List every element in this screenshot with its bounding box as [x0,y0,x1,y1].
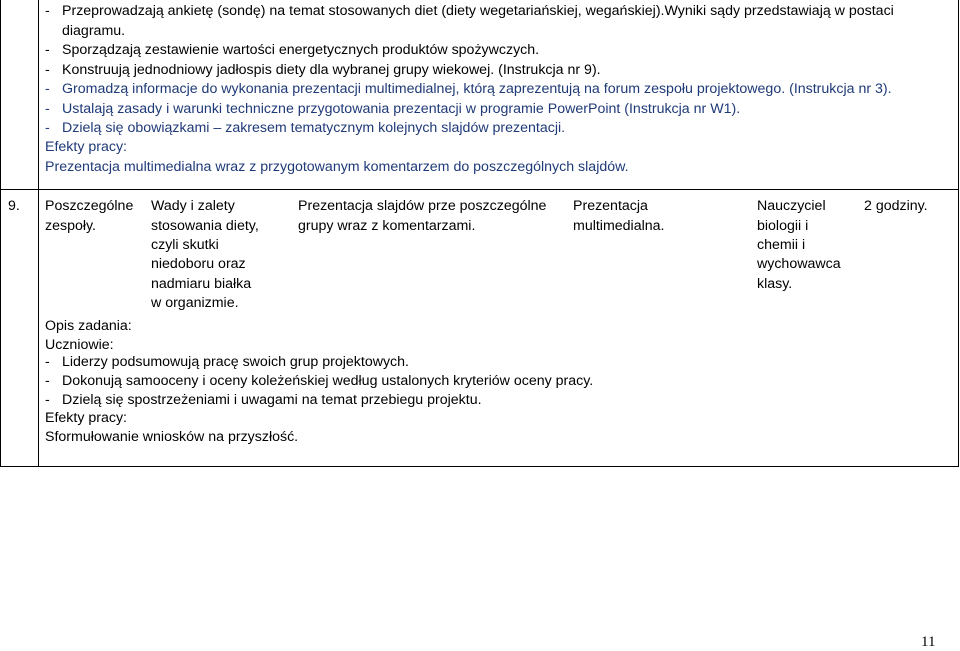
responsible-line: Nauczyciel [757,198,826,214]
list-item-text: Dzielą się obowiązkami – zakresem tematycznym kolejnych slajdów prezentacji. [62,120,566,136]
list-item [45,100,741,120]
topic-line: nadmiaru białka [151,276,252,292]
who-line: zespoły. [45,218,96,234]
dash: - [45,101,50,117]
task-line: Prezentacja slajdów prze poszczególne [298,198,547,214]
list-item-text: Konstruują jednodniowy jadłospis diety dla wybranej grupy wiekowej. (Instrukcja nr 9). [62,62,601,78]
list-item-text: Sporządzają zestawienie wartości energetycznych produktów spożywczych. [62,42,540,58]
list-item-text: Liderzy podsumowują pracę swoich grup projektowych. [62,354,409,370]
row-divider [0,189,959,190]
topic-line: niedoboru oraz [151,256,246,272]
table-right-border [958,0,959,467]
result-line: Prezentacja [573,198,648,214]
list-item-text: Dzielą się spostrzeżeniami i uwagami na temat przebiegu projektu. [62,392,482,408]
list-item [45,80,892,100]
list-item [45,353,409,373]
col-divider-number [38,0,39,467]
list-item-text: Gromadzą informacje do wykonania prezentacji multimedialnej, którą zaprezentują na forum zespołu projektowego. (Instrukcja nr 3). [62,81,892,97]
topic-line: czyli skutki [151,237,219,253]
list-item [45,61,601,81]
dash: - [45,42,50,58]
task-description-label: Opis zadania: [45,318,132,334]
effects-text: Sformułowanie wniosków na przyszłość. [45,429,299,445]
list-item-continuation: diagramu. [62,23,126,39]
dash: - [45,81,50,97]
dash: - [45,354,50,370]
topic-line: w organizmie. [151,295,239,311]
dash: - [45,392,50,408]
effects-label: Efekty pracy: [45,410,128,426]
list-item [45,372,594,392]
topic-line: stosowania diety, [151,218,259,234]
topic-line: Wady i zalety [151,198,235,214]
responsible-line: biologii i [757,218,809,234]
responsible-line: chemii i [757,237,806,253]
list-item [45,391,482,411]
result-line: multimedialna. [573,218,665,234]
list-item [45,119,566,139]
list-item-text: Dokonują samooceny i oceny koleżeńskiej według ustalonych kryteriów oceny pracy. [62,373,594,389]
effects-label: Efekty pracy: [45,139,128,155]
list-item-text: Przeprowadzają ankietę (sondę) na temat stosowanych diet (diety wegetariańskiej, wegańskiej).Wyniki sądy przedstawiają w postaci [62,3,894,19]
table-left-border [0,0,1,467]
dash: - [45,120,50,136]
table-bottom-border [0,466,959,467]
list-item-text: Ustalają zasady i warunki techniczne przygotowania prezentacji w programie PowerPoint (Instrukcja nr W1). [62,101,741,117]
task-line: grupy wraz z komentarzami. [298,218,476,234]
responsible-line: wychowawca [757,256,841,272]
who-line: Poszczególne [45,198,134,214]
row-number: 9. [8,198,20,214]
page-number: 11 [921,634,936,650]
students-label: Uczniowie: [45,337,114,353]
list-item [45,41,540,61]
list-item [45,2,894,22]
time-value: 2 godziny. [864,198,928,214]
dash: - [45,3,50,19]
dash: - [45,373,50,389]
responsible-line: klasy. [757,276,793,292]
effects-text: Prezentacja multimedialna wraz z przygotowanym komentarzem do poszczególnych slajdów. [45,159,629,175]
dash: - [45,62,50,78]
